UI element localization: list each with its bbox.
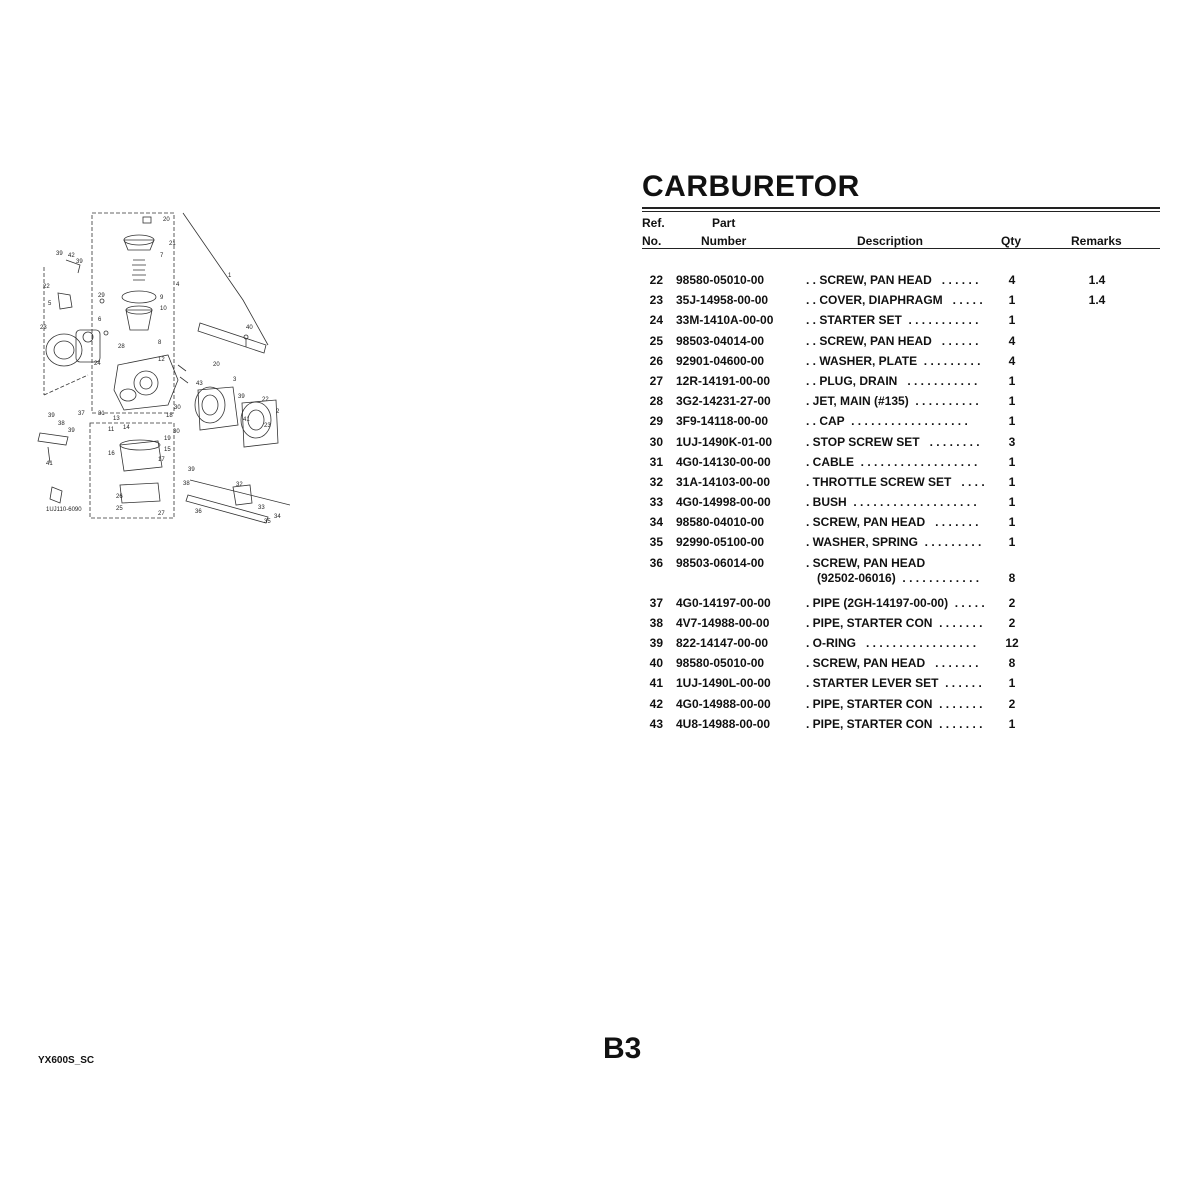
callout-number: 39 [56,251,63,257]
part-number-cell: 822-14147-00-00 [676,636,769,650]
callout-number: 30 [173,429,180,435]
callout-number: 42 [68,253,75,259]
callout-number: 6 [98,317,102,323]
table-row [642,495,1162,515]
title-rule [642,207,1160,209]
callout-number: 25 [116,506,123,512]
part-number-cell: 1UJ-1490L-00-00 [676,676,771,691]
page-title: CARBURETOR [642,170,860,203]
qty-cell: 4 [1008,333,1016,348]
table-row [642,676,1162,696]
callout-number: 36 [195,509,202,515]
qty-cell: 4 [1008,353,1016,368]
qty-cell: 1 [1008,394,1016,409]
part-number-cell: 3F9-14118-00-00 [676,414,769,429]
qty-cell: 1 [1008,293,1016,308]
description-cell: . WASHER, SPRING . . . . . . . . . [806,535,982,550]
callout-number: 28 [118,344,125,350]
qty-cell: 8 [1008,570,1016,585]
table-row [642,475,1162,495]
ref-cell: 32 [649,474,663,489]
qty-cell: 12 [1005,636,1019,650]
description-cell: . PIPE (2GH-14197-00-00) . . . . . [806,595,985,610]
qty-cell: 1 [1008,676,1016,691]
table-row [642,515,1162,535]
callout-number: 18 [166,413,173,419]
description-cell: . STOP SCREW SET . . . . . . . . [806,434,980,449]
description-cell: . . STARTER SET . . . . . . . . . . . [806,313,979,328]
table-row [642,394,1162,414]
ref-cell: 29 [649,414,663,429]
callout-number: 30 [174,405,181,411]
table-row [642,435,1162,455]
callout-number: 9 [160,295,164,301]
part-number-cell: 4G0-14130-00-00 [676,454,771,469]
callout-number: 40 [246,325,253,331]
callout-number: 24 [94,361,101,367]
callout-number: 16 [108,451,115,457]
diagram-code: 1UJ110-6090 [46,507,82,513]
qty-cell: 8 [1008,656,1016,671]
description-cell: . PIPE, STARTER CON . . . . . . . [806,696,983,711]
description-cell: . O-RING . . . . . . . . . . . . . . . . . [806,636,977,650]
carburetor-exploded-diagram [28,205,290,525]
callout-number: 38 [58,421,65,427]
callout-number: 14 [123,425,130,431]
part-number-cell: 33M-1410A-00-00 [676,313,774,328]
part-number-cell: 35J-14958-00-00 [676,293,769,308]
ref-cell: 43 [649,716,663,731]
callout-number: 39 [48,413,55,419]
part-number-cell: 4G0-14998-00-00 [676,495,771,510]
callout-number: 12 [158,357,165,363]
table-row [642,616,1162,636]
header-ref: Ref. [642,216,665,230]
table-row [642,455,1162,475]
part-number-cell: 98580-05010-00 [676,273,765,287]
header-no: No. [642,234,662,248]
qty-cell: 3 [1008,434,1016,449]
callout-number: 22 [262,397,269,403]
ref-cell: 31 [649,454,663,469]
table-row [642,656,1162,676]
description-cell: . . CAP . . . . . . . . . . . . . . . . . . [806,414,968,429]
callout-number: 31 [98,411,105,417]
qty-cell: 1 [1008,414,1016,429]
ref-cell: 22 [649,273,663,287]
part-number-cell: 98580-04010-00 [676,515,765,530]
callout-number: 32 [236,482,243,488]
callout-number: 38 [183,481,190,487]
parts-table [642,273,1162,737]
description-cell: . SCREW, PAN HEAD [806,555,926,570]
table-row [642,636,1162,656]
ref-cell: 33 [649,495,663,510]
table-row [642,374,1162,394]
ref-cell: 36 [649,555,663,570]
qty-cell: 2 [1008,595,1016,610]
part-number-cell: 92990-05100-00 [676,535,765,550]
callout-number: 5 [48,301,52,307]
description-cell: . SCREW, PAN HEAD . . . . . . . [806,656,979,671]
callout-number: 29 [98,293,105,299]
table-row [642,535,1162,555]
description-cell: . JET, MAIN (#135) . . . . . . . . . . [806,394,979,409]
page-number: B3 [603,1032,642,1065]
ref-cell: 34 [649,515,663,530]
description-cell: . PIPE, STARTER CON . . . . . . . [806,716,983,731]
callout-number: 15 [164,447,171,453]
description-cell-line2: (92502-06016) . . . . . . . . . . . . [817,570,980,585]
model-code: YX600S_SC [38,1055,95,1066]
description-cell: . . WASHER, PLATE . . . . . . . . . [806,353,981,368]
callout-number: 37 [78,411,85,417]
qty-cell: 1 [1008,474,1016,489]
part-number-cell: 31A-14103-00-00 [676,474,771,489]
callout-number: 17 [158,457,165,463]
ref-cell: 42 [649,696,663,711]
ref-cell: 40 [649,656,663,671]
table-row [642,354,1162,374]
callout-number: 34 [274,514,281,520]
qty-cell: 1 [1008,515,1016,530]
part-number-cell: 98503-04014-00 [676,333,765,348]
callout-number: 19 [164,436,171,442]
header-rule [642,248,1160,249]
ref-cell: 26 [649,353,663,368]
ref-cell: 41 [649,676,663,691]
part-number-cell: 3G2-14231-27-00 [676,394,771,409]
qty-cell: 1 [1008,535,1016,550]
ref-cell: 27 [649,373,663,388]
callout-number: 23 [264,423,271,429]
ref-cell: 35 [649,535,663,550]
callout-number: 2 [276,409,280,415]
qty-cell: 1 [1008,495,1016,510]
callout-number: 7 [160,253,164,259]
description-cell: . STARTER LEVER SET . . . . . . [806,676,982,691]
remarks-cell: 1.4 [1088,293,1106,308]
qty-cell: 1 [1008,373,1016,388]
part-number-cell: 98503-06014-00 [676,555,765,570]
part-number-cell: 4V7-14988-00-00 [676,615,770,630]
description-cell: . BUSH . . . . . . . . . . . . . . . . . . . [806,495,977,510]
description-cell: . . PLUG, DRAIN . . . . . . . . . . . [806,373,978,388]
header-number: Number [701,234,747,248]
header-description: Description [857,234,924,248]
qty-cell: 2 [1008,615,1016,630]
callout-number: 22 [43,284,50,290]
description-cell: . . SCREW, PAN HEAD . . . . . . [806,333,979,348]
part-number-cell: 12R-14191-00-00 [676,373,771,388]
qty-cell: 1 [1008,716,1016,731]
callout-number: 20 [163,217,170,223]
ref-cell: 24 [649,313,663,328]
table-row [642,414,1162,434]
table-row [642,717,1162,737]
callout-number: 41 [46,461,53,467]
table-row [642,596,1162,616]
callout-number: 23 [40,325,47,331]
ref-cell: 28 [649,394,663,409]
description-cell: . SCREW, PAN HEAD . . . . . . . [806,515,979,530]
description-cell: . . COVER, DIAPHRAGM . . . . . [806,293,983,308]
description-cell: . PIPE, STARTER CON . . . . . . . [806,615,983,630]
callout-number: 8 [158,340,162,346]
callout-number: 39 [188,467,195,473]
callout-number: 27 [158,511,165,517]
header-qty: Qty [1001,234,1022,248]
qty-cell: 1 [1008,454,1016,469]
ref-cell: 38 [649,615,663,630]
callout-number: 10 [160,306,167,312]
qty-cell: 2 [1008,696,1016,711]
description-cell: . CABLE . . . . . . . . . . . . . . . . . . [806,454,978,469]
callout-number: 20 [213,362,220,368]
callout-number: 33 [258,505,265,511]
ref-cell: 25 [649,333,663,348]
callout-number: 4 [176,282,180,288]
callout-number: 26 [116,494,123,500]
ref-cell: 23 [649,293,663,308]
title-rule-thin [642,211,1160,212]
table-row [642,313,1162,333]
description-cell: . . SCREW, PAN HEAD . . . . . . [806,273,979,287]
part-number-cell: 1UJ-1490K-01-00 [676,434,773,449]
callout-number: 3 [233,377,237,383]
qty-cell: 1 [1008,313,1016,328]
callout-number: 39 [68,428,75,434]
ref-cell: 39 [649,636,663,650]
part-number-cell: 4U8-14988-00-00 [676,716,771,731]
table-row [642,273,1162,293]
callout-number: 21 [169,241,176,247]
callout-number: 43 [196,381,203,387]
part-number-cell: 92901-04600-00 [676,353,765,368]
callout-number: 39 [76,259,83,265]
part-number-cell: 98580-05010-00 [676,656,765,671]
callout-number: 35 [264,519,271,525]
table-row [642,697,1162,717]
callout-number: 11 [108,427,115,433]
header-part: Part [712,216,736,230]
table-row [642,293,1162,313]
callout-number: 41 [243,417,250,423]
table-row [642,334,1162,354]
header-remarks: Remarks [1071,234,1122,248]
table-row [642,556,1162,596]
callout-number: 39 [238,394,245,400]
ref-cell: 30 [649,434,663,449]
qty-cell: 4 [1008,273,1016,287]
callout-number: 1 [228,273,232,279]
part-number-cell: 4G0-14197-00-00 [676,595,771,610]
callout-number: 13 [113,416,120,422]
ref-cell: 37 [649,595,663,610]
part-number-cell: 4G0-14988-00-00 [676,696,771,711]
remarks-cell: 1.4 [1088,273,1106,287]
description-cell: . THROTTLE SCREW SET . . . . [806,474,985,489]
